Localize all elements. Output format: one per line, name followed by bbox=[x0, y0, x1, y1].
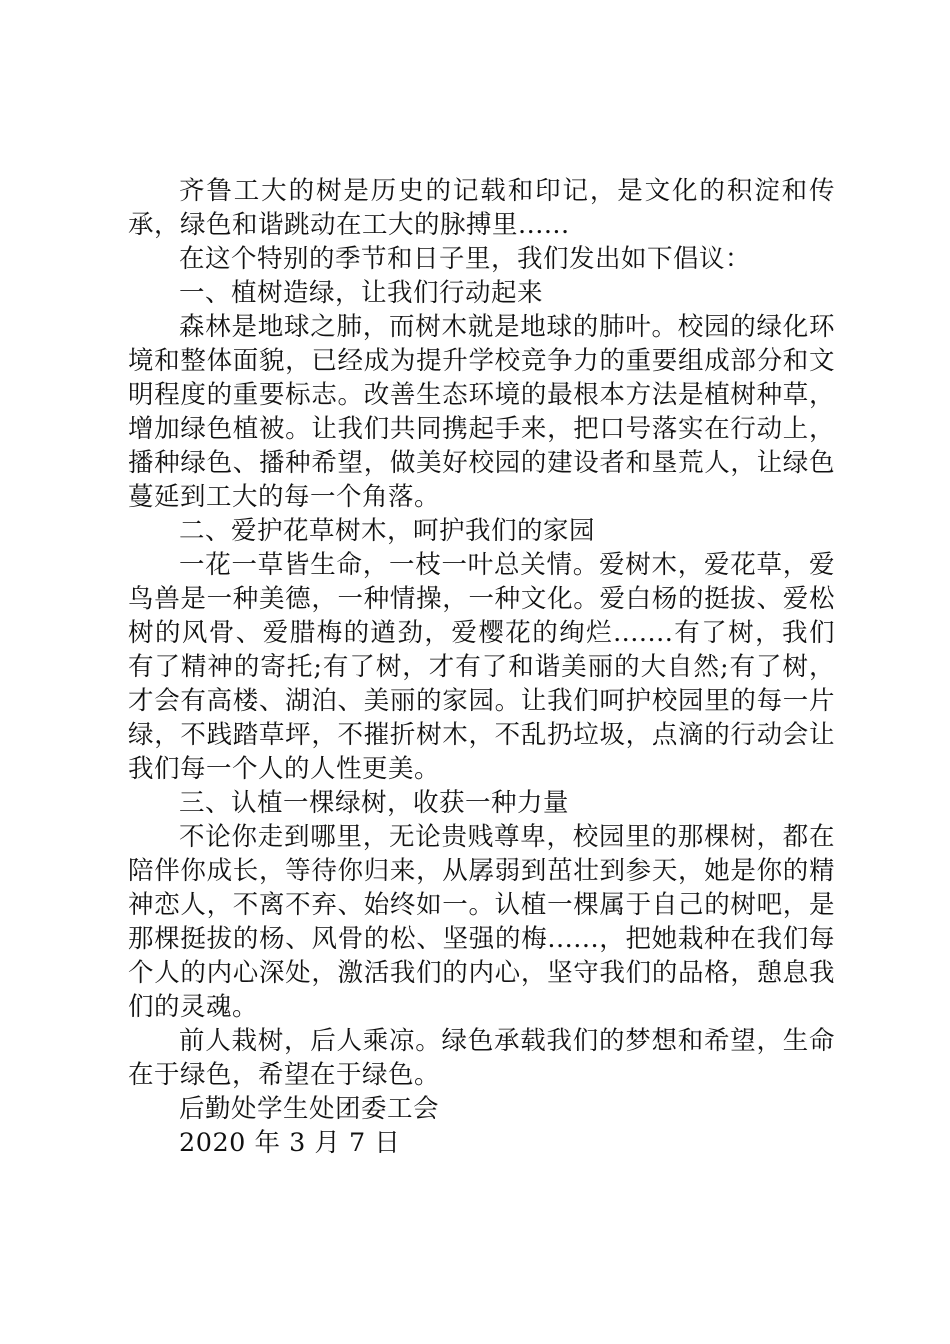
signature: 后勤处学生处团委工会 bbox=[179, 1094, 440, 1124]
intro-paragraph: 齐鲁工大的树是历史的记载和印记，是文化的积淀和传承，绿色和谐跳动在工大的脉搏里...... bbox=[128, 176, 835, 240]
section-1-heading: 一、植树造绿，让我们行动起来 bbox=[179, 278, 544, 308]
section-3-heading: 三、认植一棵绿树，收获一种力量 bbox=[179, 788, 570, 818]
closing-paragraph: 前人栽树，后人乘凉。绿色承载我们的梦想和希望，生命在于绿色，希望在于绿色。 bbox=[128, 1026, 835, 1090]
section-2-body: 一花一草皆生命，一枝一叶总关情。爱树木，爱花草，爱鸟兽是一种美德，一种情操，一种文化。爱白杨的挺拔、爱松树的风骨、爱腊梅的遒劲，爱樱花的绚烂.......有了树，我们有了精神的寄托;有了树，才有了和谐美丽的大自然;有了树，才会有高楼、湖泊、美丽的家园。让我们呵护校园里的每一片绿，不践踏草坪，不摧折树木，不乱扔垃圾，点滴的行动会让我们每一个人的人性更美。 bbox=[128, 550, 835, 784]
intro-call-paragraph: 在这个特别的季节和日子里，我们发出如下倡议： bbox=[179, 244, 752, 274]
document-date: 2020 年 3 月 7 日 bbox=[179, 1128, 401, 1158]
section-2-heading: 二、爱护花草树木，呵护我们的家园 bbox=[179, 516, 596, 546]
section-3-body: 不论你走到哪里，无论贵贱尊卑，校园里的那棵树，都在陪伴你成长，等待你归来，从孱弱到茁壮到参天，她是你的精神恋人，不离不弃、始终如一。认植一棵属于自己的树吧，是那棵挺拔的杨、风骨的松、坚强的梅......，把她栽种在我们每个人的内心深处，激活我们的内心，坚守我们的品格，憩息我们的灵魂。 bbox=[128, 822, 835, 1022]
section-1-body: 森林是地球之肺，而树木就是地球的肺叶。校园的绿化环境和整体面貌，已经成为提升学校竞争力的重要组成部分和文明程度的重要标志。改善生态环境的最根本方法是植树种草，增加绿色植被。让我们共同携起手来，把口号落实在行动上，播种绿色、播种希望，做美好校园的建设者和垦荒人，让绿色蔓延到工大的每一个角落。 bbox=[128, 312, 835, 512]
document-body bbox=[128, 174, 835, 1160]
